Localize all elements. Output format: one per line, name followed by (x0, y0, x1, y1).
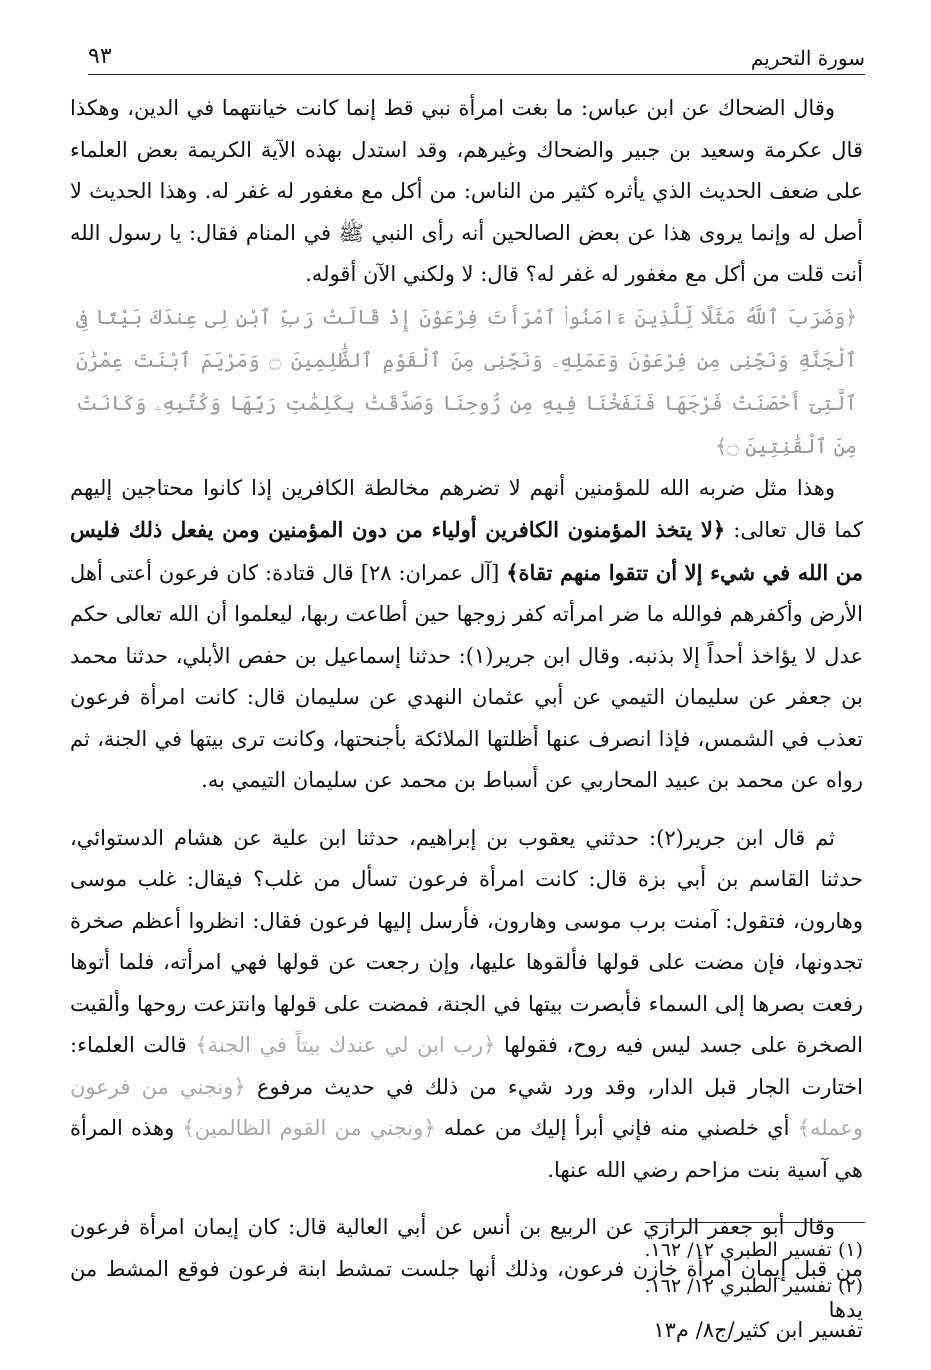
paragraph-3-b: قالت العلماء: اختارت الجار قبل الدار، وقد ورد شيء من ذلك في حديث مرفوع (70, 1033, 863, 1099)
quran-verse: ﴿وَضَرَبَ ٱللَّهُ مَثَلًا لِّلَّذِينَ ءَامَنُوا۟ ٱمْرَأَتَ فِرْعَوْنَ إِذْ قَالَتْ رَبِّ ٱبْنِ لِى عِندَكَ بَيْتًا فِى ٱلْجَنَّةِ وَنَجِّنِى مِن فِرْعَوْنَ وَعَمَلِهِۦ وَنَجِّنِى مِنَ ٱلْقَوْمِ ٱلظَّٰلِمِينَ ۝ وَمَرْيَمَ ٱبْنَتَ عِمْرَٰنَ ٱلَّتِىٓ أَحْصَنَتْ فَرْجَهَا فَنَفَخْنَا فِيهِ مِن رُّوحِنَا وَصَدَّقَتْ بِكَلِمَٰتِ رَبِّهَا وَكُتُبِهِۦ وَكَانَتْ مِنَ ٱلْقَٰنِتِينَ ۝﴾ (76, 304, 857, 458)
footnotes (300, 1232, 863, 1304)
page-signature: تفسير ابن كثير/ج٨/ م١٣ (653, 1318, 863, 1342)
paragraph-3-c: أي خلصني منه فإني أبرأ إليك من عمله (443, 1116, 790, 1140)
footnote-1: (١) تفسير الطبري ١٢/ ١٦٢. (644, 1239, 863, 1261)
paragraph-2 (70, 468, 863, 802)
verse-block (70, 296, 863, 468)
page-number: ٩٣ (88, 44, 112, 69)
paragraph-3-quote-1: ﴿رب ابن لي عندك بيتاً في الجنة﴾ (195, 1033, 496, 1057)
paragraph-3-a: ثم قال ابن جرير(٢): حدثني يعقوب بن إبراهيم، حدثنا ابن علية عن هشام الدستوائي، حدثنا القاسم بن أبي بزة قال: كانت امرأة فرعون تسأل من غلب؟ فيقال: غلب موسى وهارون، فتقول: آمنت برب موسى وهارون، فأرسل إليها فرعون فقال: انظروا أعظم صخرة تجدونها، فإن مضت على قولها فألقوها عليها، وإن رجعت عن قولها فهي امرأته، فلما أتوها رفعت بصرها إلى السماء فأبصرت بيتها في الجنة، فمضت على قولها وانتزعت روحها وألقيت الصخرة على جسد ليس فيه روح، فقولها (70, 825, 863, 1057)
paragraph-4: وقال أبو جعفر الرازي عن الربيع بن أنس عن أبي العالية قال: كان إيمان امرأة فرعون من قبل إيمان امرأة خازن فرعون، وذلك أنها جلست تمشط ابنة فرعون فوقع المشط من يدها (70, 1215, 863, 1322)
paragraph-3-quote-2: ﴿ونجني من فرعون وعمله﴾ (70, 1074, 863, 1140)
paragraph-3-quote-3: ﴿ونجني من القوم الظالمين﴾ (182, 1116, 436, 1140)
paragraph-1: وقال الضحاك عن ابن عباس: ما بغت امرأة نبي قط إنما كانت خيانتهما في الدين، وهكذا قال عكرمة وسعيد بن جبير والضحاك وغيرهم، وقد استدل بهذه الآية الكريمة بعض العلماء على ضعف الحديث الذي يأثره كثير من الناس: من أكل مع مغفور له غفر له. وهذا الحديث لا أصل له وإنما يروى هذا عن بعض الصالحين أنه رأى النبي ﷺ في المنام فقال: يا رسول الله أنت قلت من أكل مع مغفور له غفر له؟ قال: لا ولكني الآن أقوله. (70, 96, 863, 286)
footnote-divider (645, 1222, 865, 1223)
surah-title: سورة التحريم (750, 46, 865, 70)
paragraph-3 (70, 818, 863, 1192)
paragraph-3-d: وهذه المرأة هي آسية بنت مزاحم رضي الله عنها. (70, 1116, 863, 1182)
main-text (70, 88, 863, 1332)
paragraph-2-body: [آل عمران: ٢٨] قال قتادة: كان فرعون أعتى أهل الأرض وأكفرهم فوالله ما ضر امرأته كفر زوجها حين أطاعت ربها، ليعلموا أن الله تعالى حكم عدل لا يؤاخذ أحداً إلا بذنبه. وقال ابن جرير(١): حدثنا إسماعيل بن حفص الأبلي، حدثنا محمد بن جعفر عن سليمان التيمي عن أبي عثمان النهدي عن سليمان قال: كانت امرأة فرعون تعذب في الشمس، فإذا انصرف عنها أظلتها الملائكة بأجنحتها، وكانت ترى بيتها في الجنة، ثم رواه عن محمد بن عبيد المحاربي عن أسباط بن محمد عن سليمان التيمي به. (70, 560, 863, 792)
spacer (70, 802, 863, 818)
footnote-2: (٢) تفسير الطبري ١٢/ ١٦٢. (644, 1275, 863, 1297)
paragraph-2-intro: وهذا مثل ضربه الله للمؤمنين أنهم لا تضرهم مخالطة الكافرين إذا كانوا محتاجين إليهم كما قال تعالى: (70, 475, 863, 542)
page-header (88, 40, 865, 75)
spacer (70, 1191, 863, 1207)
paragraph-2-quote: ﴿لا يتخذ المؤمنون الكافرين أولياء من دون المؤمنين ومن يفعل ذلك فليس من الله في شيء إلا أن تتقوا منهم تقاة﴾ (70, 517, 863, 585)
